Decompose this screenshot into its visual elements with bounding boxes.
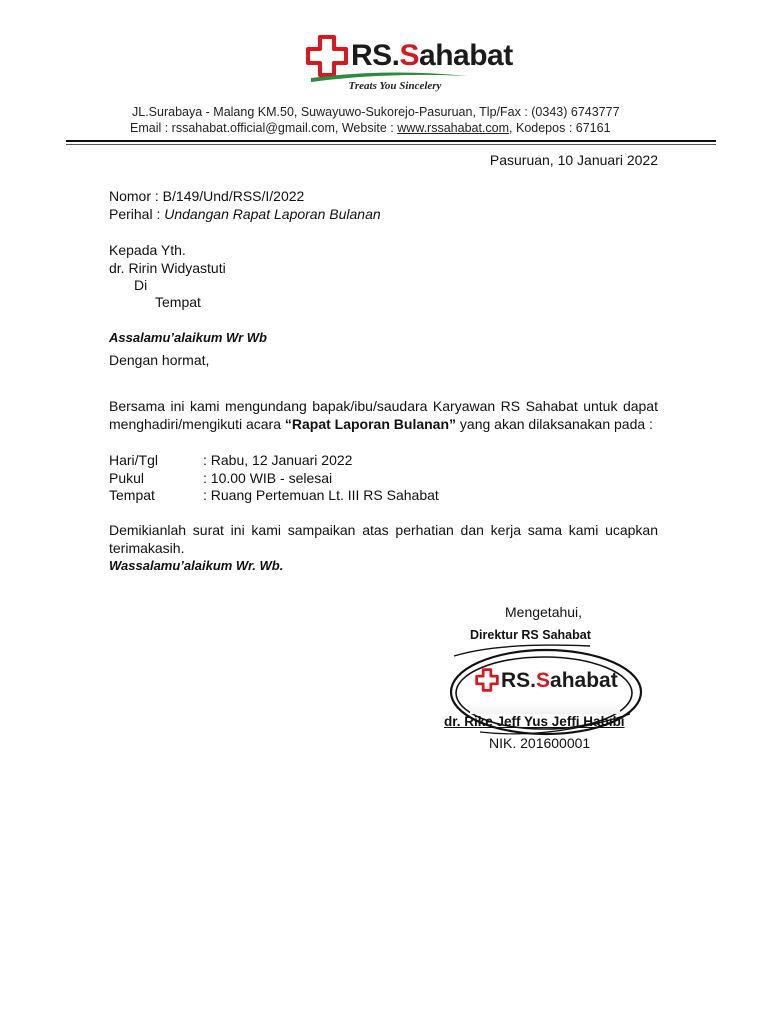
detail-value: : Rabu, 12 Januari 2022 xyxy=(203,452,353,468)
stamp-band xyxy=(470,702,620,714)
email-text: Email : rssahabat.official@gmail.com, Website : xyxy=(130,121,398,135)
header-divider xyxy=(66,140,716,142)
letter-number: Nomor : B/149/Und/RSS/I/2022 xyxy=(109,188,305,204)
recipient-di: Di xyxy=(134,277,148,293)
address-line: JL.Surabaya - Malang KM.50, Suwayuwo-Sukorejo-Pasuruan, Tlp/Fax : (0343) 6743777 xyxy=(132,105,620,119)
detail-value: : Ruang Pertemuan Lt. III RS Sahabat xyxy=(203,487,439,503)
detail-label: Tempat xyxy=(109,487,155,503)
recipient-name: dr. Ririn Widyastuti xyxy=(109,260,226,276)
header-divider-thin xyxy=(66,144,716,145)
place-date: Pasuruan, 10 Januari 2022 xyxy=(489,152,658,168)
stamp-wordmark: RS.Sahabat xyxy=(501,668,618,692)
detail-label: Pukul xyxy=(109,470,145,486)
director-position: Direktur RS Sahabat xyxy=(470,628,591,642)
detail-label: Hari/Tgl xyxy=(109,452,159,468)
detail-row-date xyxy=(109,451,352,469)
body-text-2: yang akan dilaksanakan pada : xyxy=(456,416,653,432)
red-cross-icon xyxy=(475,668,499,692)
logo-tagline: Treats You Sincelery xyxy=(348,80,442,92)
farewell: Wassalamu’alaikum Wr. Wb. xyxy=(109,558,284,573)
body-text-1: Bersama ini kami mengundang bapak/ibu/saudara Karyawan RS Sahabat untuk dapat menghadiri/mengikuti acara xyxy=(109,398,658,432)
recipient-place: Tempat xyxy=(155,294,201,310)
detail-row-place xyxy=(109,486,439,504)
website-link[interactable]: www.rssahabat.com xyxy=(397,121,510,135)
letter-subject xyxy=(109,205,381,223)
body-paragraph xyxy=(109,397,658,433)
detail-row-time xyxy=(109,469,332,487)
acknowledge-label: Mengetahui, xyxy=(505,604,583,620)
signatory-name: dr. Rike Jeff Yus Jeffi Habibi xyxy=(444,714,625,729)
recipient-salutation: Kepada Yth. xyxy=(109,242,186,258)
hospital-logo xyxy=(305,28,513,98)
contact-line xyxy=(130,121,611,135)
detail-value: : 10.00 WIB - selesai xyxy=(203,470,333,486)
signatory-nik: NIK. 201600001 xyxy=(489,735,591,751)
greeting: Assalamu’alaikum Wr Wb xyxy=(109,330,267,345)
closing-paragraph: Demikianlah surat ini kami sampaikan atas perhatian dan kerja sama kami ucapkan terimakasih. xyxy=(109,522,658,556)
postcode-text: , Kodepos : 67161 xyxy=(509,121,611,135)
opening-line: Dengan hormat, xyxy=(109,352,210,368)
event-name: “Rapat Laporan Bulanan” xyxy=(284,416,457,432)
logo-wordmark: RS.Sahabat xyxy=(351,39,513,72)
stamp-logo xyxy=(475,668,618,692)
subject-value: Undangan Rapat Laporan Bulanan xyxy=(164,206,381,222)
subject-label: Perihal : xyxy=(109,206,165,222)
